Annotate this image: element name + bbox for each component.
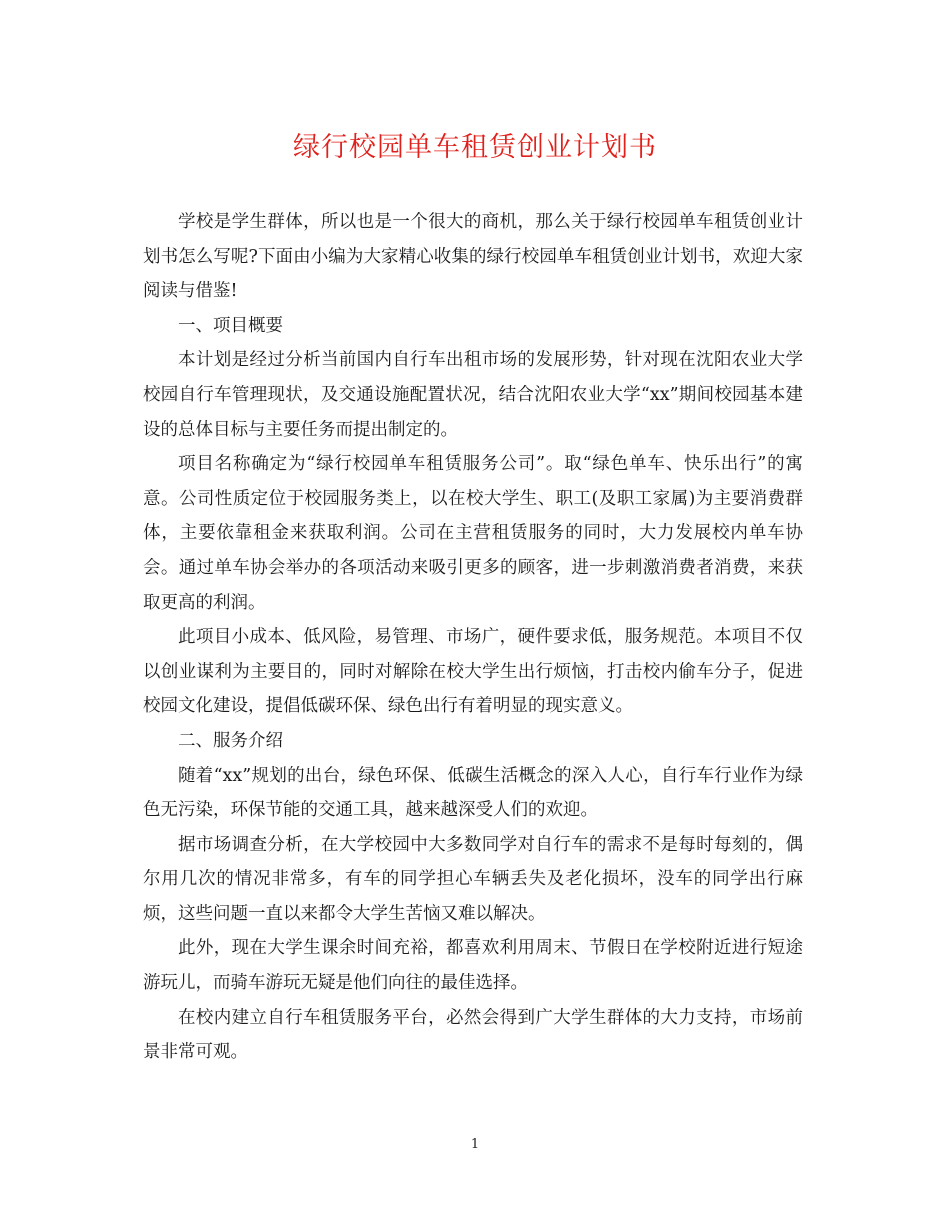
document-title: 绿行校园单车租赁创业计划书: [293, 132, 657, 163]
paragraph-project-significance: 此项目小成本、低风险，易管理、市场广，硬件要求低，服务规范。本项目不仅以创业谋利为主要目的，同时对解除在校大学生出行烦恼，打击校内偷车分子，促进校园文化建设，提倡低碳环保、绿色出行有着明显的现实意义。: [143, 627, 803, 717]
paragraph-market-survey: 据市场调查分析，在大学校园中大多数同学对自行车的需求不是每时每刻的，偶尔用几次的情况非常多，有车的同学担心车辆丢失及老化损坏，没车的同学出行麻烦，这些问题一直以来都令大学生苦恼又难以解决。: [143, 834, 803, 924]
paragraph-intro: 学校是学生群体，所以也是一个很大的商机，那么关于绿行校园单车租赁创业计划书怎么写呢?下面由小编为大家精心收集的绿行校园单车租赁创业计划书，欢迎大家阅读与借鉴!: [143, 212, 803, 302]
paragraph-market-prospect: 在校内建立自行车租赁服务平台，必然会得到广大学生群体的大力支持，市场前景非常可观。: [143, 1007, 803, 1063]
paragraph-project-name: 项目名称确定为“绿行校园单车租赁服务公司”。取“绿色单车、快乐出行”的寓意。公司性质定位于校园服务类上，以在校大学生、职工(及职工家属)为主要消费群体，主要依靠租金来获取利润。公司在主营租赁服务的同时，大力发展校内单车协会。通过单车协会举办的各项活动来吸引更多的顾客，进一步刺激消费者消费，来获取更高的利润。: [143, 454, 803, 613]
document-body: [143, 205, 803, 1070]
section-heading-service: 二、服务介绍: [178, 730, 283, 751]
paragraph-service-background: 随着“xx”规划的出台，绿色环保、低碳生活概念的深入人心，自行车行业作为绿色无污染，环保节能的交通工具，越来越深受人们的欢迎。: [143, 765, 803, 821]
section-heading-overview: 一、项目概要: [178, 315, 283, 336]
paragraph-plan-basis: 本计划是经过分析当前国内自行车出租市场的发展形势，针对现在沈阳农业大学校园自行车管理现状，及交通设施配置状况，结合沈阳农业大学“xx”期间校园基本建设的总体目标与主要任务而提出制定的。: [143, 350, 803, 440]
page-number: 1: [470, 1137, 480, 1152]
paragraph-leisure-travel: 此外，现在大学生课余时间充裕，都喜欢利用周末、节假日在学校附近进行短途游玩儿，而骑车游玩无疑是他们向往的最佳选择。: [143, 938, 803, 994]
